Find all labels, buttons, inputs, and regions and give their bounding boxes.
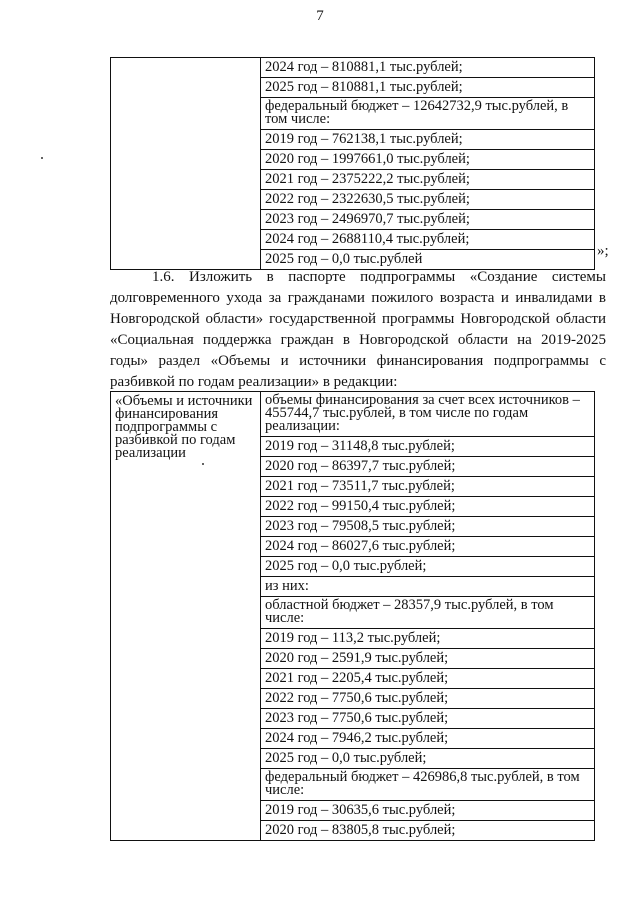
table1-right-cell xyxy=(261,58,595,270)
table1-row: 2019 год – 762138,1 тыс.рублей; xyxy=(261,130,594,150)
table2-row: 2019 год – 31148,8 тыс.рублей; xyxy=(261,437,594,457)
table1-row: 2024 год – 810881,1 тыс.рублей; xyxy=(261,58,594,78)
table2-row: 2024 год – 86027,6 тыс.рублей; xyxy=(261,537,594,557)
table2-row: 2021 год – 2205,4 тыс.рублей; xyxy=(261,669,594,689)
table2-row: 2020 год – 2591,9 тыс.рублей; xyxy=(261,649,594,669)
closing-quote: »; xyxy=(597,243,609,259)
table2-row: федеральный бюджет – 426986,8 тыс.рублей, в том числе: xyxy=(261,769,594,801)
table2-row: 2023 год – 7750,6 тыс.рублей; xyxy=(261,709,594,729)
table2-row: 2024 год – 7946,2 тыс.рублей; xyxy=(261,729,594,749)
table1-row: 2025 год – 810881,1 тыс.рублей; xyxy=(261,78,594,98)
table2-left-label: «Объемы и источники финансирования подпрограммы с разбивкой по годам реализации xyxy=(115,393,253,461)
table2-row: областной бюджет – 28357,9 тыс.рублей, в том числе: xyxy=(261,597,594,629)
table1-row: 2022 год – 2322630,5 тыс.рублей; xyxy=(261,190,594,210)
table2-row: 2019 год – 113,2 тыс.рублей; xyxy=(261,629,594,649)
table2-right-cell xyxy=(261,392,595,841)
amendment-paragraph xyxy=(110,267,606,393)
financing-table-subprogram xyxy=(110,391,595,841)
table2-row: объемы финансирования за счет всех источников – 455744,7 тыс.рублей, в том числе по годам реализации: xyxy=(261,392,594,437)
table2-row: 2022 год – 7750,6 тыс.рублей; xyxy=(261,689,594,709)
table1-row: 2023 год – 2496970,7 тыс.рублей; xyxy=(261,210,594,230)
table2-row: из них: xyxy=(261,577,594,597)
table1-left-cell xyxy=(111,58,261,270)
scan-speck xyxy=(41,157,43,159)
paragraph-text: 1.6. Изложить в паспорте подпрограммы «Создание системы долговременного ухода за гражданами пожилого возраста и инвалидами в Новгородской области» государственной программы Новгородской области «Социальная поддержка граждан в Новгородской области на 2019-2025 годы» раздел «Объемы и источники финансирования подпрограммы с разбивкой по годам реализации» в редакции: xyxy=(110,269,606,390)
scan-speck xyxy=(202,463,204,465)
table1-row: 2020 год – 1997661,0 тыс.рублей; xyxy=(261,150,594,170)
table2-row: 2019 год – 30635,6 тыс.рублей; xyxy=(261,801,594,821)
table1-row: 2024 год – 2688110,4 тыс.рублей; xyxy=(261,230,594,250)
financing-table-continued xyxy=(110,57,595,270)
page-number: 7 xyxy=(316,8,324,24)
table2-left-cell xyxy=(111,392,261,841)
table1-row: 2025 год – 0,0 тыс.рублей xyxy=(265,251,423,267)
table2-row: 2021 год – 73511,7 тыс.рублей; xyxy=(261,477,594,497)
table1-row: 2021 год – 2375222,2 тыс.рублей; xyxy=(261,170,594,190)
table2-row: 2023 год – 79508,5 тыс.рублей; xyxy=(261,517,594,537)
table1-row: федеральный бюджет – 12642732,9 тыс.рублей, в том числе: xyxy=(261,98,594,130)
table2-row: 2025 год – 0,0 тыс.рублей; xyxy=(261,557,594,577)
table2-row: 2025 год – 0,0 тыс.рублей; xyxy=(261,749,594,769)
table2-row: 2020 год – 83805,8 тыс.рублей; xyxy=(265,822,456,838)
table2-row: 2020 год – 86397,7 тыс.рублей; xyxy=(261,457,594,477)
table2-row: 2022 год – 99150,4 тыс.рублей; xyxy=(261,497,594,517)
